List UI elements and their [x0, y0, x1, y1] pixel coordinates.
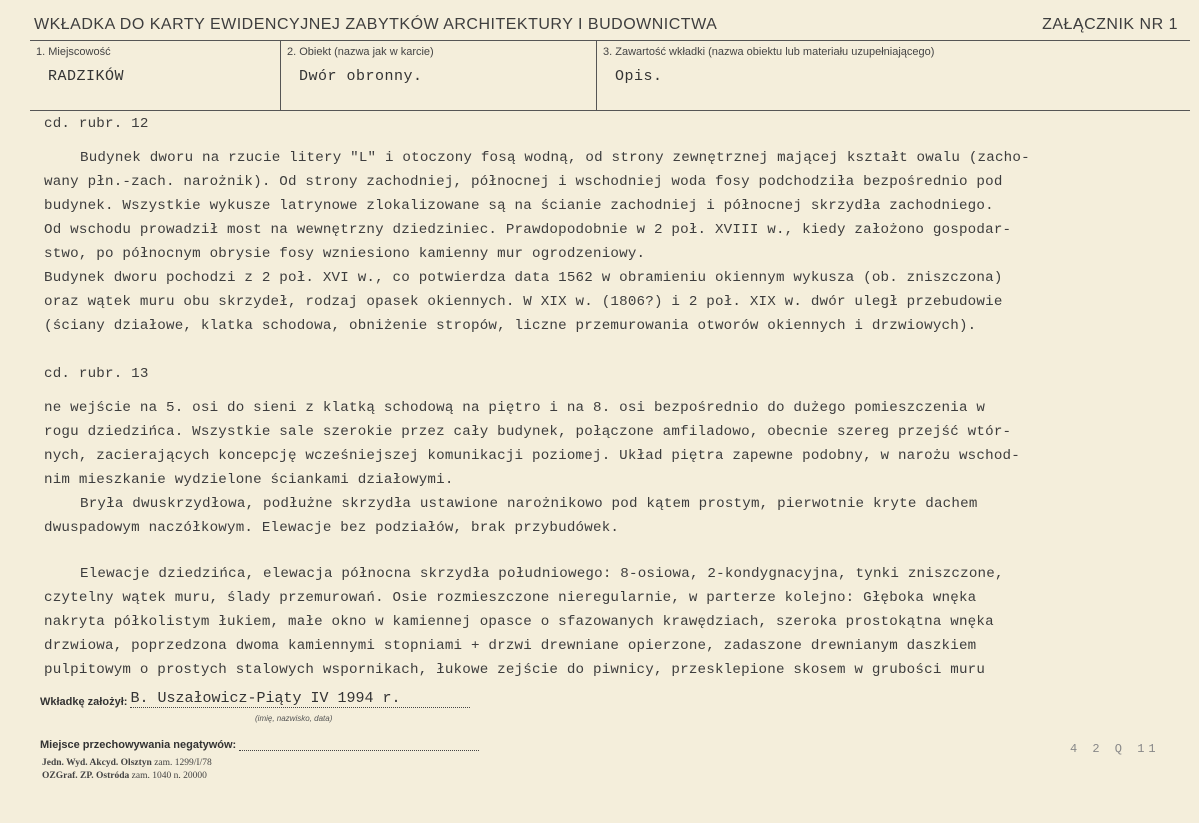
form-title: WKŁADKA DO KARTY EWIDENCYJNEJ ZABYTKÓW ARCHITEKTURY I BUDOWNICTWA [34, 16, 718, 33]
section-heading: cd. rubr. 12 [44, 116, 149, 132]
field-value-locality: RADZIKÓW [48, 68, 125, 85]
field-value-content: Opis. [615, 68, 663, 85]
field-row [30, 40, 1190, 111]
field-locality [30, 40, 280, 110]
storage-row [40, 738, 1190, 751]
attachment-number: ZAŁĄCZNIK NR 1 [1042, 16, 1178, 33]
header-bar [30, 10, 1190, 41]
text-line: wany płn.-zach. narożnik). Od strony zachodniej, północnej i wschodniej woda fosy podchodziła bezpośrednio pod [44, 174, 1003, 190]
text-line: ne wejście na 5. osi do sieni z klatką schodową na piętro i na 8. osi bezpośrednio do dużego pomieszczenia w [44, 400, 986, 416]
section-heading: cd. rubr. 13 [44, 366, 149, 382]
text-line: nim mieszkanie wydzielone ściankami działowymi. [44, 472, 454, 488]
text-line: czytelny wątek muru, ślady przemurowań. Osie rozmieszczone nieregularnie, w parterze kolejno: Głęboka wnęka [44, 590, 977, 606]
archive-stamp: 4 2 Q 11 [1070, 742, 1160, 756]
text-line: rogu dziedzińca. Wszystkie sale szerokie przez cały budynek, połączone amfiladowo, obecnie szereg przejść wtór- [44, 424, 1012, 440]
founded-by-row [40, 690, 1190, 708]
field-label-object: 2. Obiekt (nazwa jak w karcie) [287, 46, 434, 58]
founded-by-line [130, 690, 470, 708]
text-line: Budynek dworu na rzucie litery "L" i otoczony fosą wodną, od strony zewnętrznej mającej kształt owalu (zacho- [80, 150, 1030, 166]
text-line: stwo, po północnym obrysie fosy wzniesiono kamienny mur ogrodzeniowy. [44, 246, 646, 262]
printer-line-2 [42, 771, 207, 781]
printer-line-1 [42, 758, 212, 768]
field-content [596, 40, 1191, 110]
text-line: pulpitowym o prostych stalowych wspornikach, łukowe zejście do piwnicy, przesklepione skosem w grubości muru [44, 662, 986, 678]
text-line: drzwiowa, poprzedzona dwoma kamiennymi stopniami + drzwi drewniane opierzone, zadaszone drewnianym daszkiem [44, 638, 977, 654]
text-line: Elewacje dziedzińca, elewacja północna skrzydła południowego: 8-osiowa, 2-kondygnacyjna, tynki zniszczone, [80, 566, 1004, 582]
storage-line [239, 738, 479, 751]
text-line: Budynek dworu pochodzi z 2 poł. XVI w., co potwierdza data 1562 w obramieniu okiennym wykusza (ob. zniszczona) [44, 270, 1003, 286]
text-line: budynek. Wszystkie wykusze latrynowe zlokalizowane są na ścianie zachodniej i północnej skrzydła zachodniego. [44, 198, 994, 214]
text-line: dwuspadowym naczółkowym. Elewacje bez podziałów, brak przybudówek. [44, 520, 620, 536]
field-label-content: 3. Zawartość wkładki (nazwa obiektu lub materiału uzupełniającego) [603, 46, 935, 58]
storage-label: Miejsce przechowywania negatywów: [40, 739, 237, 751]
field-label-locality: 1. Miejscowość [36, 46, 111, 58]
text-line: (ściany działowe, klatka schodowa, obniżenie stropów, liczne przemurowania otworów okiennych i drzwiowych). [44, 318, 977, 334]
founded-by-label: Wkładkę założył: [40, 696, 128, 708]
text-line: Od wschodu prowadził most na wewnętrzny dziedziniec. Prawdopodobnie w 2 poł. XVIII w., kiedy założono gospodar- [44, 222, 1012, 238]
printer-name-2: OZGraf. ZP. Ostróda [42, 771, 130, 781]
text-line: nych, zacierających koncepcję wcześniejszej komunikacji poziomej. Układ piętra zapewne podobny, w narożu wschod- [44, 448, 1020, 464]
founded-by-value: B. Uszałowicz-Piąty IV 1994 r. [130, 690, 401, 707]
printer-order-2: zam. 1040 n. 20000 [131, 771, 207, 781]
text-line: oraz wątek muru obu skrzydeł, rodzaj opasek okiennych. W XIX w. (1806?) i 2 poł. XIX w. dwór uległ przebudowie [44, 294, 1003, 310]
text-line: nakryta półkolistym łukiem, małe okno w kamiennej opasce o sfazowanych krawędziach, szeroka prostokątna wnęka [44, 614, 994, 630]
field-value-object: Dwór obronny. [299, 68, 423, 85]
text-line: Bryła dwuskrzydłowa, podłużne skrzydła ustawione narożnikowo pod kątem prostym, pierwotnie kryte dachem [80, 496, 978, 512]
founded-by-hint: (imię, nazwisko, data) [255, 714, 333, 723]
field-object [280, 40, 597, 110]
printer-name-1: Jedn. Wyd. Akcyd. Olsztyn [42, 758, 152, 768]
printer-order-1: zam. 1299/I/78 [154, 758, 212, 768]
